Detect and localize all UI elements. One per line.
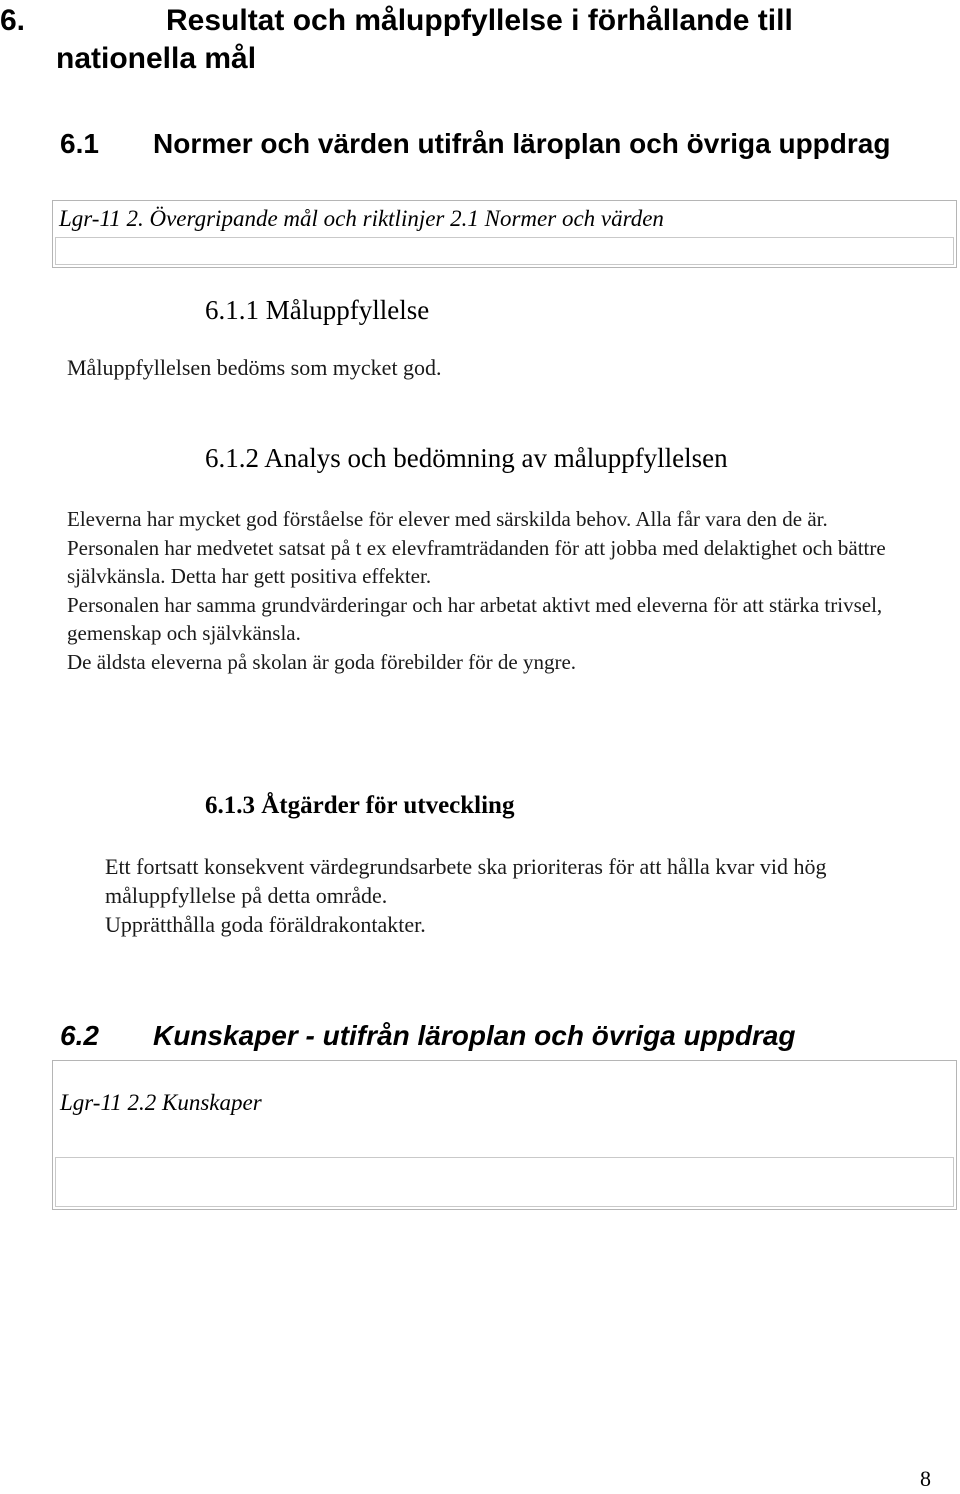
measures-text-block [105, 852, 935, 939]
norms-values-box [52, 200, 957, 268]
analysis-paragraph: Personalen har medvetet satsat på t ex elevframträdanden för att jobba med delaktighet och bättre självkänsla. Detta har gett positiva effekter. [67, 535, 886, 588]
subsection-6-1-1-text: Måluppfyllelsen bedöms som mycket god. [67, 355, 442, 380]
analysis-paragraph: Eleverna har mycket god förståelse för elever med särskilda behov. Alla får vara den de är. [67, 507, 828, 531]
measures-paragraph: Upprätthålla goda föräldrakontakter. [105, 912, 426, 937]
knowledge-box-label: Lgr-11 2.2 Kunskaper [60, 1090, 262, 1115]
section-6-title-line1: Resultat och måluppfyllelse i förhållande till [166, 4, 793, 37]
section-6-heading [0, 2, 25, 40]
analysis-paragraph: Personalen har samma grundvärderingar och har arbetat aktivt med eleverna för att stärka trivsel, gemenskap och självkänsla. [67, 592, 883, 645]
section-6-number: 6. [0, 4, 26, 37]
subsection-6-1-1-heading: 6.1.1 Måluppfyllelse [205, 295, 430, 325]
analysis-paragraph: De äldsta eleverna på skolan är goda förebilder för de yngre. [67, 649, 577, 674]
section-6-2-number: 6.2 [60, 1020, 99, 1051]
knowledge-box [52, 1060, 957, 1210]
section-6-2-title: Kunskaper - utifrån läroplan och övriga uppdrag [153, 1020, 796, 1051]
subsection-6-1-3-heading: 6.1.3 Åtgärder för utveckling [205, 792, 515, 819]
subsection-6-1-2-heading: 6.1.2 Analys och bedömning av måluppfyllelsen [205, 443, 728, 473]
section-6-1-title: Normer och värden utifrån läroplan och övriga uppdrag [153, 128, 891, 159]
norms-values-box-cell [55, 237, 954, 265]
analysis-text-block [67, 505, 932, 676]
knowledge-box-cell [55, 1157, 954, 1207]
page-number: 8 [920, 1466, 931, 1491]
section-6-title-line2: nationella mål [56, 42, 257, 75]
measures-paragraph: Ett fortsatt konsekvent värdegrundsarbete ska prioriteras för att hålla kvar vid hög måluppfyllelse på detta område. [105, 854, 827, 908]
section-6-1-number: 6.1 [60, 128, 99, 159]
norms-values-box-label: Lgr-11 2. Övergripande mål och riktlinjer 2.1 Normer och värden [59, 206, 664, 231]
